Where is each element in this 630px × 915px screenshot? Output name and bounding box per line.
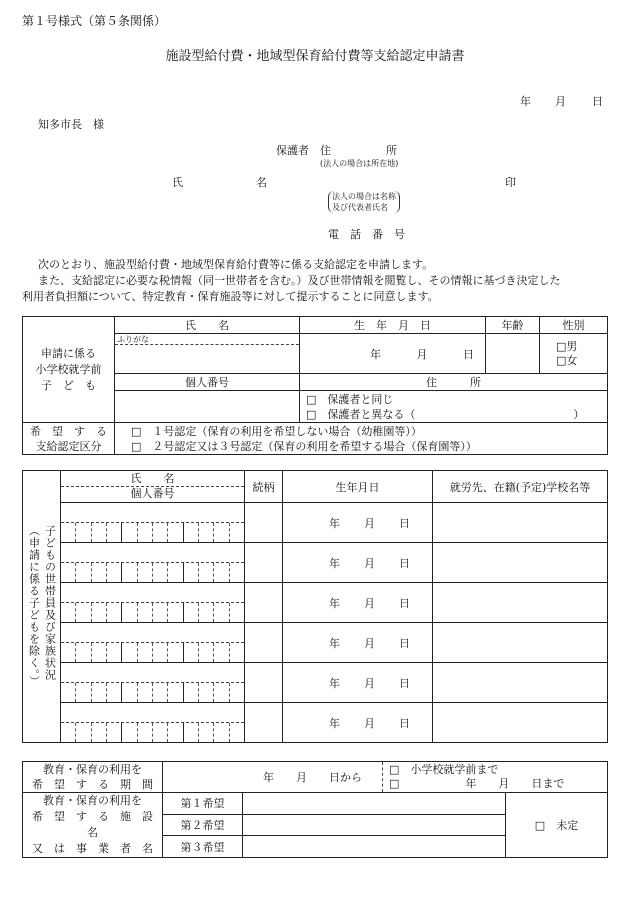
table-row xyxy=(23,583,608,623)
family-name-cell[interactable] xyxy=(61,703,245,743)
family-col-dob: 生年月日 xyxy=(283,471,433,503)
sex-male-checkbox[interactable]: □男 xyxy=(556,339,578,353)
form-title: 施設型給付費・地域型保育給付費等支給認定申請書 xyxy=(165,49,465,64)
family-relation-cell[interactable] xyxy=(245,623,283,663)
choice-2-label: 第２希望 xyxy=(163,814,243,836)
family-dob-year: 年 xyxy=(329,716,340,730)
usage-table xyxy=(22,761,608,858)
family-dob-cell[interactable] xyxy=(283,623,433,663)
family-col-relation: 続柄 xyxy=(245,471,283,503)
choice-3-label: 第３希望 xyxy=(163,836,243,858)
family-table xyxy=(22,470,608,743)
family-dob-day: 日 xyxy=(399,596,410,610)
family-work-cell[interactable] xyxy=(433,623,608,663)
family-relation-cell[interactable] xyxy=(245,583,283,623)
family-dob-day: 日 xyxy=(399,556,410,570)
family-work-cell[interactable] xyxy=(433,543,608,583)
cert-type1-checkbox[interactable]: □ １号認定（保育の利用を希望しない場合（幼稚園等）） xyxy=(131,424,422,438)
family-dob-day: 日 xyxy=(399,716,410,730)
period-until-date-checkbox[interactable]: □ 年 月 日まで xyxy=(389,777,565,790)
period-label xyxy=(23,762,163,793)
period-from-field[interactable] xyxy=(163,762,383,793)
date-month-label: 月 xyxy=(555,95,566,108)
child-row-label xyxy=(23,317,115,423)
family-work-cell[interactable] xyxy=(433,503,608,543)
seal-mark: 印 xyxy=(505,176,516,189)
col-personal-no: 個人番号 xyxy=(115,374,300,391)
dob-month: 月 xyxy=(416,347,428,361)
child-address-field[interactable] xyxy=(300,391,608,423)
family-relation-cell[interactable] xyxy=(245,663,283,703)
child-label-1: 申請に係る xyxy=(41,346,96,360)
child-table xyxy=(22,316,608,455)
cert-label xyxy=(23,423,115,455)
family-name-cell[interactable] xyxy=(61,503,245,543)
family-dob-cell[interactable] xyxy=(283,543,433,583)
family-dob-cell[interactable] xyxy=(283,663,433,703)
family-dob-year: 年 xyxy=(329,556,340,570)
family-col-personal-no: 個人番号 xyxy=(130,487,175,500)
family-dob-month: 月 xyxy=(364,516,375,530)
period-label-2: 希 望 す る 期 間 xyxy=(32,778,153,791)
addr-different-checkbox[interactable]: □ 保護者と異なる（ xyxy=(306,407,416,421)
col-dob: 生 年 月 日 xyxy=(300,317,486,334)
col-name: 氏 名 xyxy=(115,317,300,334)
family-side-label-a: 子どもの世帯員及び家族状況 xyxy=(43,525,57,682)
table-row xyxy=(23,663,608,703)
period-from-label: 年 月 日から xyxy=(263,771,362,784)
facility-label-1: 教育・保育の利用を xyxy=(43,794,142,807)
family-dob-year: 年 xyxy=(329,676,340,690)
period-to-field[interactable] xyxy=(383,762,608,793)
family-name-cell[interactable] xyxy=(61,623,245,663)
child-label-3: 子 ど も xyxy=(41,378,96,392)
table-row xyxy=(23,623,608,663)
table-row xyxy=(23,543,608,583)
facility-label-3: 又 は 事 業 者 名 xyxy=(32,842,153,855)
date-day-label: 日 xyxy=(592,95,603,108)
guardian-address-label: 保護者 住 所 xyxy=(276,144,397,157)
family-col-name-label: 氏 名 xyxy=(61,472,244,487)
form-number: 第１号様式（第５条関係） xyxy=(22,14,167,28)
family-name-cell[interactable] xyxy=(61,663,245,703)
family-name-cell[interactable] xyxy=(61,543,245,583)
family-dob-month: 月 xyxy=(364,636,375,650)
name-label-part1: 氏 xyxy=(172,176,183,189)
family-dob-year: 年 xyxy=(329,516,340,530)
period-label-1: 教育・保育の利用を xyxy=(43,763,142,776)
date-year-label: 年 xyxy=(520,95,531,108)
intro-line-1: 次のとおり、施設型給付費・地域型保育給付費等に係る支給認定を申請します。 xyxy=(38,258,434,271)
child-age-field[interactable] xyxy=(486,334,540,374)
addr-same-checkbox[interactable]: □ 保護者と同じ xyxy=(306,392,394,406)
facility-label-2: 希 望 す る 施 設 名 xyxy=(32,810,164,839)
family-relation-cell[interactable] xyxy=(245,503,283,543)
family-side-label-b: （申請に係る子どもを除く。） xyxy=(27,525,41,688)
cert-label-2: 支給認定区分 xyxy=(35,439,102,453)
family-dob-month: 月 xyxy=(364,716,375,730)
name-note xyxy=(328,191,400,213)
name-label-part2: 名 xyxy=(256,176,267,189)
addressee: 知多市長 様 xyxy=(38,118,104,131)
family-dob-year: 年 xyxy=(329,636,340,650)
name-note-line2: 及び代表者氏名 xyxy=(332,203,388,212)
cert-options xyxy=(115,423,608,455)
address-note: (法人の場合は所在地) xyxy=(320,159,399,168)
child-personal-no-field[interactable] xyxy=(115,391,300,423)
addr-close: ） xyxy=(573,407,585,421)
family-name-cell[interactable] xyxy=(61,583,245,623)
col-sex: 性別 xyxy=(540,317,608,334)
family-col-work: 就労先、在籍(予定)学校名等 xyxy=(433,471,608,503)
col-address: 住 所 xyxy=(300,374,608,391)
family-dob-month: 月 xyxy=(364,556,375,570)
phone-label: 電 話 番 号 xyxy=(328,228,405,241)
family-relation-cell[interactable] xyxy=(245,703,283,743)
family-dob-cell[interactable] xyxy=(283,583,433,623)
family-dob-month: 月 xyxy=(364,596,375,610)
choice-1-field[interactable] xyxy=(243,793,506,815)
name-note-line1: 法人の場合は名称 xyxy=(332,192,396,201)
table-row xyxy=(23,503,608,543)
furigana-label: ふりがな xyxy=(115,334,299,345)
family-dob-day: 日 xyxy=(399,516,410,530)
family-dob-cell[interactable] xyxy=(283,703,433,743)
dob-year: 年 xyxy=(370,347,381,361)
cert-type23-checkbox[interactable]: □ ２号認定又は３号認定（保育の利用を希望する場合（保育園等）） xyxy=(131,439,477,453)
child-sex-field[interactable] xyxy=(540,334,608,374)
dob-day: 日 xyxy=(463,347,474,361)
family-dob-month: 月 xyxy=(364,676,375,690)
col-age: 年齢 xyxy=(486,317,540,334)
period-until-school-checkbox[interactable]: □ 小学校就学前まで xyxy=(389,763,499,776)
family-dob-year: 年 xyxy=(329,596,340,610)
family-dob-cell[interactable] xyxy=(283,503,433,543)
child-name-field[interactable] xyxy=(115,334,300,374)
sex-female-checkbox[interactable]: □女 xyxy=(556,353,578,367)
intro-line-3: 利用者負担額について、特定教育・保育施設等に対して提示することに同意します。 xyxy=(22,290,439,303)
family-side-label xyxy=(23,471,61,743)
facility-label xyxy=(23,793,163,858)
family-work-cell[interactable] xyxy=(433,583,608,623)
table-row xyxy=(23,703,608,743)
family-relation-cell[interactable] xyxy=(245,543,283,583)
family-col-name xyxy=(61,471,245,503)
intro-line-2: また、支給認定に必要な税情報（同一世帯者を含む。）及び世帯情報を閲覧し、その情報に基づき決定した xyxy=(38,274,561,287)
family-dob-day: 日 xyxy=(399,636,410,650)
family-work-cell[interactable] xyxy=(433,703,608,743)
choice-3-field[interactable] xyxy=(243,836,506,858)
undecided-checkbox[interactable]: □ 未定 xyxy=(506,793,608,858)
choice-1-label: 第１希望 xyxy=(163,793,243,815)
choice-2-field[interactable] xyxy=(243,814,506,836)
family-dob-day: 日 xyxy=(399,676,410,690)
cert-label-1: 希 望 す る xyxy=(30,424,107,438)
child-dob-field[interactable] xyxy=(300,334,486,374)
child-label-2: 小学校就学前 xyxy=(35,362,102,376)
family-work-cell[interactable] xyxy=(433,663,608,703)
